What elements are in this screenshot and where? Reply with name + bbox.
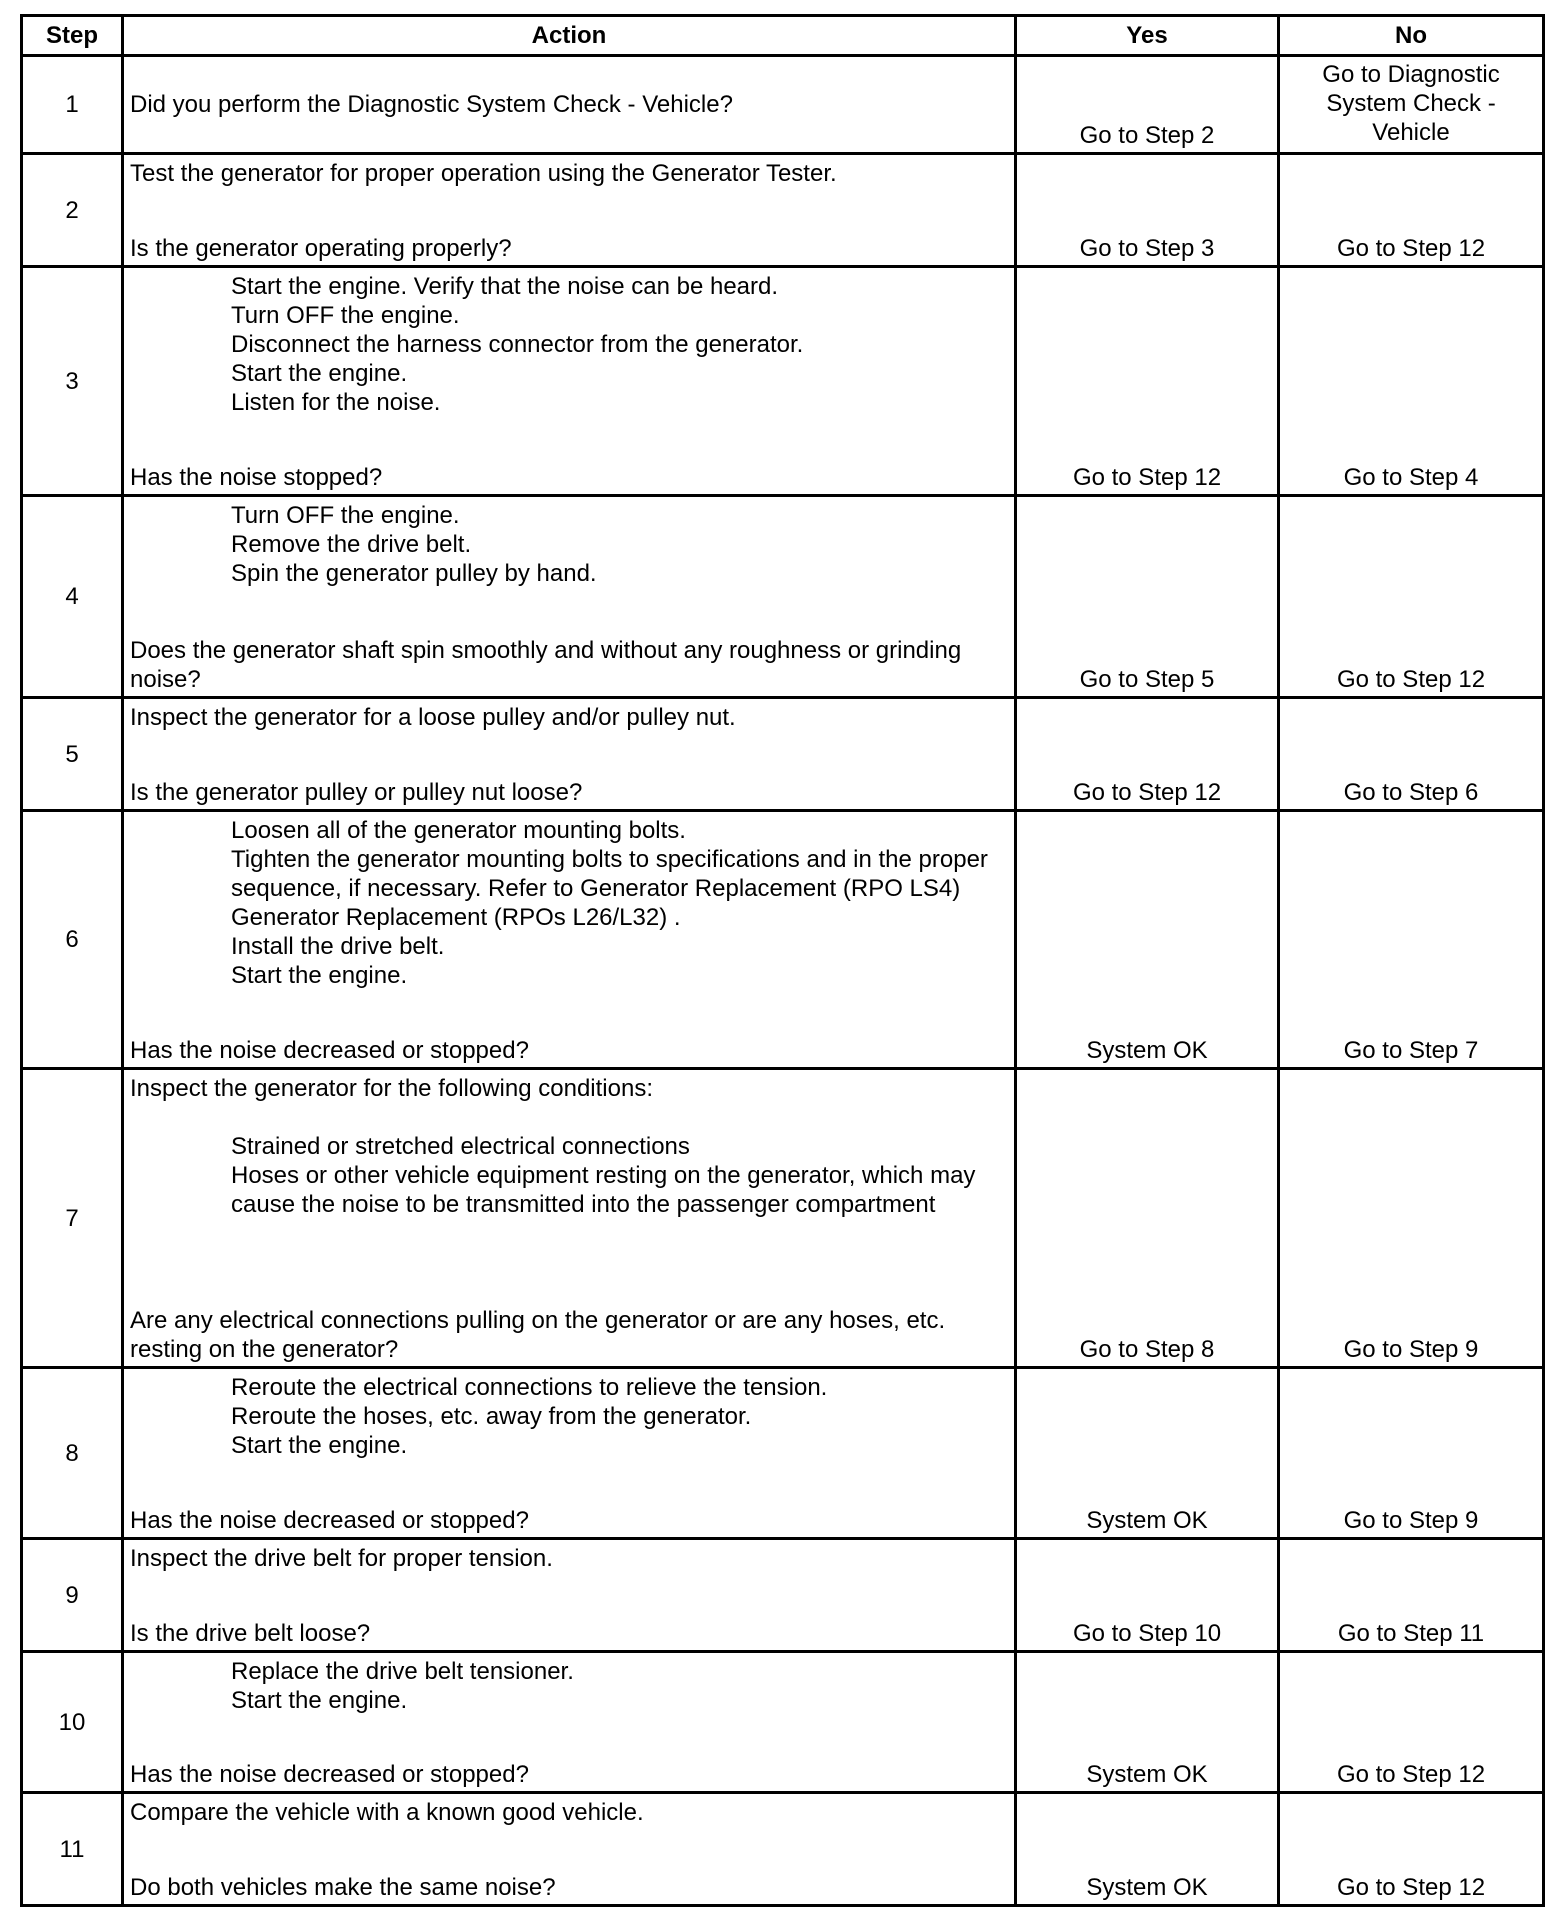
action-item: Hoses or other vehicle equipment resting on the generator, which may cause the noise to be transmitted into the passenger compartment: [231, 1162, 976, 1218]
action-cell: [123, 1652, 1016, 1793]
question-text: Does the generator shaft spin smoothly and without any roughness or grinding noise?: [130, 637, 962, 693]
table-row: [22, 496, 1544, 698]
question-text: Are any electrical connections pulling on the generator or are any hoses, etc. resting on the generator?: [130, 1307, 946, 1363]
no-cell: Go to Step 9: [1279, 1069, 1544, 1368]
table-row: [22, 267, 1544, 496]
diagnostic-table: [20, 14, 1545, 1907]
action-item: Loosen all of the generator mounting bolts.: [231, 817, 686, 844]
action-item: Start the engine.: [231, 1687, 408, 1714]
question-text: Do both vehicles make the same noise?: [130, 1874, 556, 1901]
no-cell: Go to Step 12: [1279, 1793, 1544, 1906]
step-number: 10: [22, 1652, 123, 1793]
yes-cell: System OK: [1016, 1793, 1279, 1906]
action-item: Start the engine.: [231, 1432, 408, 1459]
table-row: [22, 1368, 1544, 1539]
question-text: Is the drive belt loose?: [130, 1620, 371, 1647]
action-item: Replace the drive belt tensioner.: [231, 1658, 574, 1685]
action-cell: [123, 1539, 1016, 1652]
action-item: Disconnect the harness connector from the generator.: [231, 331, 804, 358]
header-no: No: [1279, 16, 1544, 56]
action-item: Start the engine.: [231, 360, 408, 387]
action-cell: [123, 811, 1016, 1069]
question-text: Has the noise stopped?: [130, 464, 383, 491]
step-number: 6: [22, 811, 123, 1069]
action-cell: [123, 1069, 1016, 1368]
instruction-text: Inspect the generator for a loose pulley and/or pulley nut.: [130, 704, 736, 731]
header-yes: Yes: [1016, 16, 1279, 56]
action-item: Turn OFF the engine.: [231, 502, 460, 529]
action-cell: [123, 267, 1016, 496]
action-item: Strained or stretched electrical connections: [231, 1133, 690, 1160]
table-row: [22, 1539, 1544, 1652]
action-item: Listen for the noise.: [231, 389, 441, 416]
action-item: Start the engine.: [231, 962, 408, 989]
table-row: [22, 1793, 1544, 1906]
instruction-text: Test the generator for proper operation using the Generator Tester.: [130, 160, 837, 187]
action-cell: [123, 154, 1016, 267]
no-cell: Go to Step 12: [1279, 496, 1544, 698]
header-row: [22, 16, 1544, 56]
instruction-text: Compare the vehicle with a known good vehicle.: [130, 1799, 644, 1826]
yes-cell: Go to Step 12: [1016, 267, 1279, 496]
action-text: Did you perform the Diagnostic System Check - Vehicle?: [130, 91, 733, 118]
step-number: 5: [22, 698, 123, 811]
action-cell: [123, 496, 1016, 698]
action-item: Spin the generator pulley by hand.: [231, 560, 597, 587]
question-text: Is the generator pulley or pulley nut loose?: [130, 779, 583, 806]
table-row: [22, 698, 1544, 811]
yes-cell: System OK: [1016, 811, 1279, 1069]
yes-cell: Go to Step 10: [1016, 1539, 1279, 1652]
step-number: 9: [22, 1539, 123, 1652]
table-row: [22, 1069, 1544, 1368]
action-item: Install the drive belt.: [231, 933, 445, 960]
no-cell: Go to Step 9: [1279, 1368, 1544, 1539]
no-cell: Go to Step 12: [1279, 154, 1544, 267]
action-item: Remove the drive belt.: [231, 531, 472, 558]
no-cell: Go to Step 12: [1279, 1652, 1544, 1793]
yes-cell: System OK: [1016, 1652, 1279, 1793]
yes-cell: System OK: [1016, 1368, 1279, 1539]
action-item: Reroute the hoses, etc. away from the generator.: [231, 1403, 752, 1430]
no-cell: Go to Step 7: [1279, 811, 1544, 1069]
action-cell: [123, 1368, 1016, 1539]
step-number: 4: [22, 496, 123, 698]
yes-cell: Go to Step 8: [1016, 1069, 1279, 1368]
question-text: Has the noise decreased or stopped?: [130, 1761, 529, 1788]
step-number: 3: [22, 267, 123, 496]
table-row: [22, 154, 1544, 267]
yes-cell: Go to Step 5: [1016, 496, 1279, 698]
action-item: Turn OFF the engine.: [231, 302, 460, 329]
action-cell: [123, 698, 1016, 811]
no-cell: Go to Step 11: [1279, 1539, 1544, 1652]
step-number: 8: [22, 1368, 123, 1539]
action-item: Start the engine. Verify that the noise can be heard.: [231, 273, 779, 300]
action-item: Tighten the generator mounting bolts to specifications and in the proper sequence, if necessary. Refer to Generator Replacement (RPO LS4) Generator Replacement (RPOs L26/L32) .: [231, 846, 988, 931]
instruction-text: Inspect the generator for the following conditions:: [130, 1075, 653, 1102]
action-item: Reroute the electrical connections to relieve the tension.: [231, 1374, 828, 1401]
yes-cell: Go to Step 12: [1016, 698, 1279, 811]
question-text: Has the noise decreased or stopped?: [130, 1037, 529, 1064]
action-cell: [123, 56, 1016, 154]
yes-cell: Go to Step 3: [1016, 154, 1279, 267]
no-cell: Go to Step 6: [1279, 698, 1544, 811]
header-action: Action: [123, 16, 1016, 56]
no-cell: Go to Step 4: [1279, 267, 1544, 496]
step-number: 2: [22, 154, 123, 267]
step-number: 11: [22, 1793, 123, 1906]
table-row: [22, 56, 1544, 154]
header-step: Step: [22, 16, 123, 56]
no-cell: Go to Diagnostic System Check - Vehicle: [1279, 56, 1544, 154]
table-row: [22, 811, 1544, 1069]
table-row: [22, 1652, 1544, 1793]
action-cell: [123, 1793, 1016, 1906]
instruction-text: Inspect the drive belt for proper tension.: [130, 1545, 553, 1572]
yes-cell: Go to Step 2: [1016, 56, 1279, 154]
step-number: 1: [22, 56, 123, 154]
question-text: Has the noise decreased or stopped?: [130, 1507, 529, 1534]
question-text: Is the generator operating properly?: [130, 235, 512, 262]
step-number: 7: [22, 1069, 123, 1368]
